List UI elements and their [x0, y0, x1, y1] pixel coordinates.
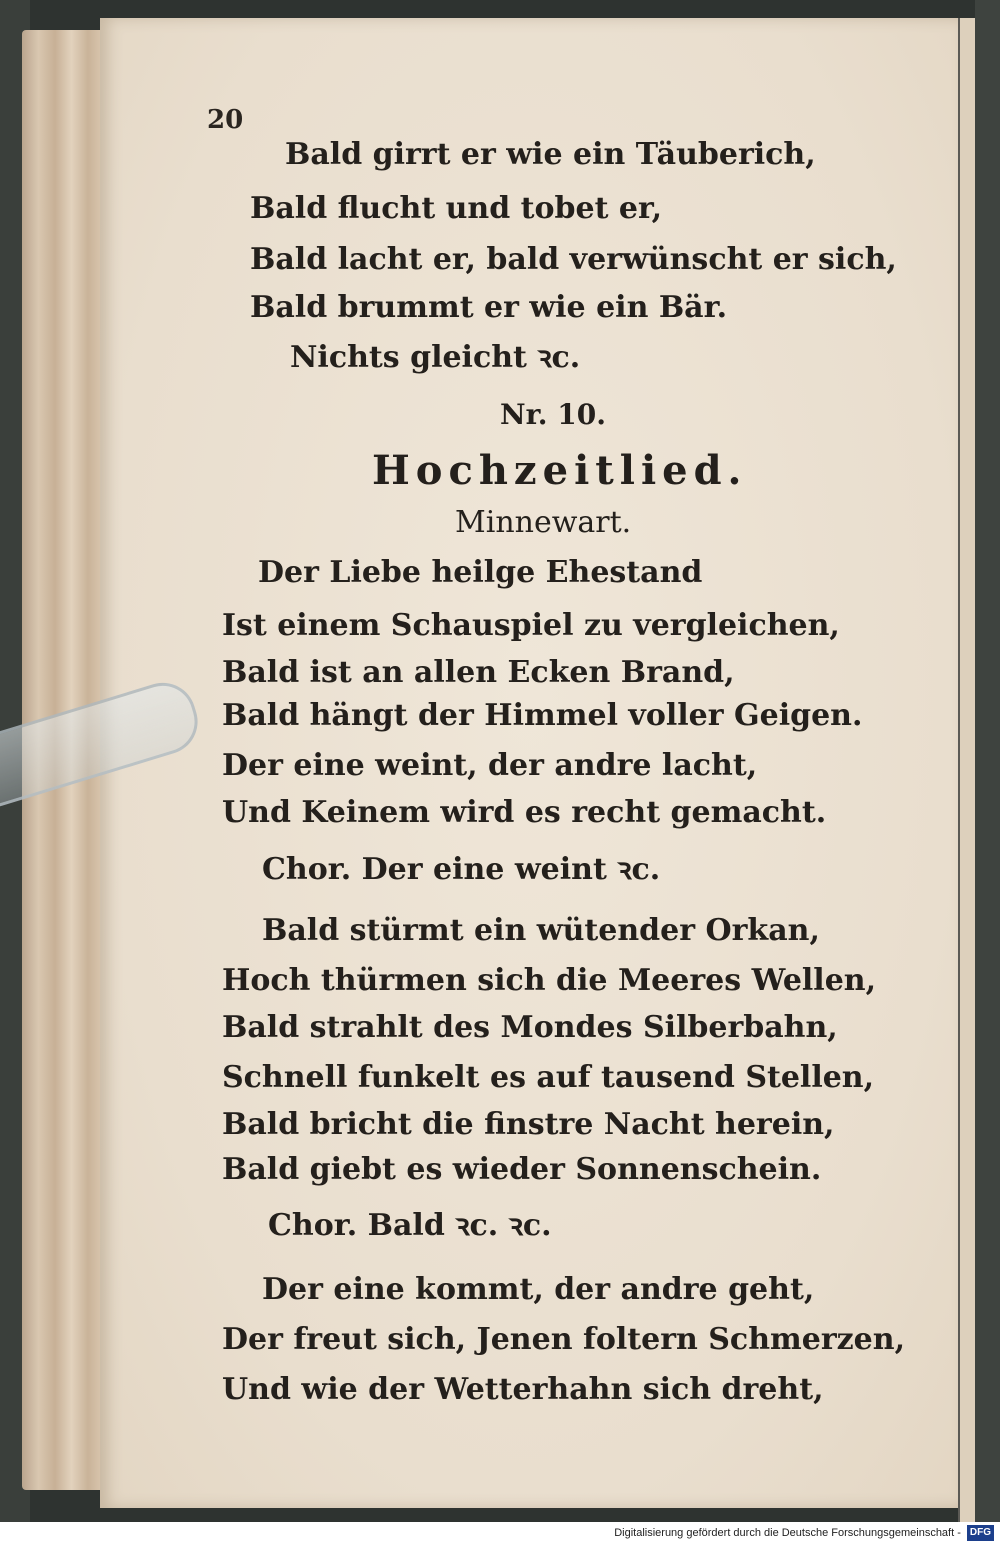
- verse-line: Bald girrt er wie ein Täuberich,: [285, 137, 816, 172]
- verse-line: Bald ist an allen Ecken Brand,: [222, 655, 735, 690]
- verse-line: Bald flucht und tobet er,: [250, 191, 663, 226]
- song-title: Hochzeitlied.: [372, 447, 748, 494]
- verse-line: Der Liebe heilge Ehestand: [258, 555, 703, 590]
- verse-line: Bald giebt es wieder Sonnenschein.: [222, 1152, 822, 1187]
- funding-credit: Digitalisierung gefördert durch die Deutsche Forschungsgemeinschaft -: [614, 1527, 961, 1539]
- page-number: 20: [207, 105, 244, 135]
- verse-line: Bald lacht er, bald verwünscht er sich,: [250, 242, 897, 277]
- speaker-name: Minnewart.: [455, 505, 632, 540]
- verse-line: Bald strahlt des Mondes Silberbahn,: [222, 1010, 838, 1045]
- verse-line: Und Keinem wird es recht gemacht.: [222, 795, 827, 830]
- verse-line: Der eine weint, der andre lacht,: [222, 748, 758, 783]
- verse-line: Der eine kommt, der andre geht,: [262, 1272, 815, 1307]
- chorus-line: Chor. Der eine weint ꝛc.: [262, 852, 661, 887]
- verse-line: Bald bricht die finstre Nacht herein,: [222, 1107, 835, 1142]
- scan-background-right: [975, 0, 1000, 1522]
- chorus-line: Nichts gleicht ꝛc.: [290, 340, 581, 375]
- verse-line: Hoch thürmen sich die Meeres Wellen,: [222, 963, 877, 998]
- dfg-logo: DFG: [967, 1525, 994, 1541]
- footer-bar: [0, 1522, 1000, 1545]
- verse-line: Und wie der Wetterhahn sich dreht,: [222, 1372, 824, 1407]
- verse-line: Bald stürmt ein wütender Orkan,: [262, 913, 820, 948]
- verse-line: Ist einem Schauspiel zu vergleichen,: [222, 608, 840, 643]
- verse-line: Bald hängt der Himmel voller Geigen.: [222, 698, 863, 733]
- verse-line: Schnell funkelt es auf tausend Stellen,: [222, 1060, 875, 1095]
- verse-line: Der freut sich, Jenen foltern Schmerzen,: [222, 1322, 906, 1357]
- song-number: Nr. 10.: [500, 398, 606, 431]
- chorus-line: Chor. Bald ꝛc. ꝛc.: [268, 1208, 552, 1243]
- verse-line: Bald brummt er wie ein Bär.: [250, 290, 728, 325]
